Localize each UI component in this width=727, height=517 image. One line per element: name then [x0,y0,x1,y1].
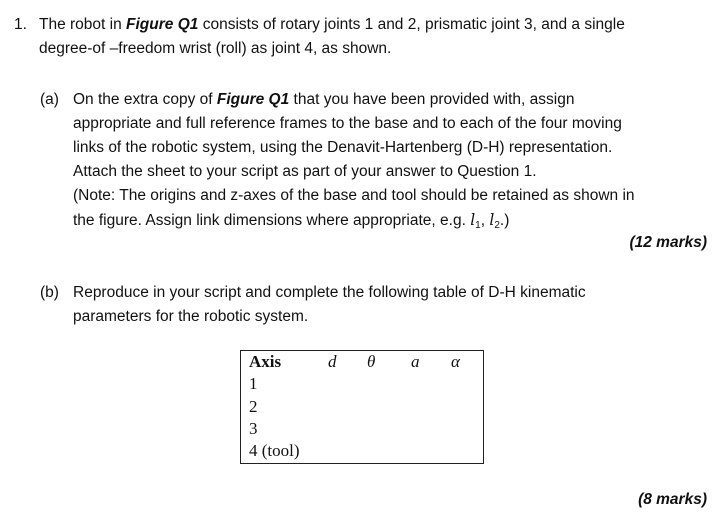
figure-reference: Figure Q1 [126,16,199,33]
text-segment: consists of rotary joints 1 and 2, prismatic joint 3, and a single [198,16,625,33]
part-b-label: (b) [40,284,59,301]
part-a-marks: (12 marks) [629,234,707,251]
part-a-line-4: Attach the sheet to your script as part of your answer to Question 1. [73,163,537,180]
row-axis-4-tool: 4 (tool) [249,441,300,460]
row-axis-1: 1 [249,374,258,393]
row-axis-3: 3 [249,419,258,438]
part-a-line-6 [73,210,509,231]
part-a-line-1 [73,90,574,110]
header-theta: θ [367,352,376,371]
question-number: 1. [14,16,27,33]
link-symbol-l1: l [470,211,476,229]
text-segment: The robot in [39,16,127,33]
part-a-line-2: appropriate and full reference frames to the base and to each of the four moving [73,115,622,132]
header-axis: Axis [249,352,282,371]
part-a-label: (a) [40,91,59,108]
text-segment: On the extra copy of [73,91,217,108]
part-b-line-1: Reproduce in your script and complete the following table of D-H kinematic [73,284,586,301]
part-b-line-2: parameters for the robotic system. [73,308,309,325]
row-axis-2: 2 [249,397,258,416]
figure-reference: Figure Q1 [216,91,290,108]
question-intro-line-1 [39,15,625,35]
header-a: a [411,352,420,371]
part-a-line-3: links of the robotic system, using the Denavit-Hartenberg (D-H) representation. [73,139,613,156]
question-intro-line-2: degree-of –freedom wrist (roll) as joint 4, as shown. [39,40,392,57]
header-alpha: α [451,352,460,371]
part-a-line-5: (Note: The origins and z-axes of the base and tool should be retained as shown in [73,187,635,204]
text-segment: .) [499,212,510,229]
dh-parameter-table [240,350,484,464]
header-d: d [328,352,337,371]
text-segment: that you have been provided with, assign [289,91,575,108]
link-symbol-l2: l [489,211,495,229]
text-segment: the figure. Assign link dimensions where appropriate, e.g. [73,212,471,229]
subscript-2: 2 [494,220,500,231]
text-segment: , [480,212,490,229]
subscript-1: 1 [475,220,481,231]
part-b-marks: (8 marks) [638,491,707,508]
